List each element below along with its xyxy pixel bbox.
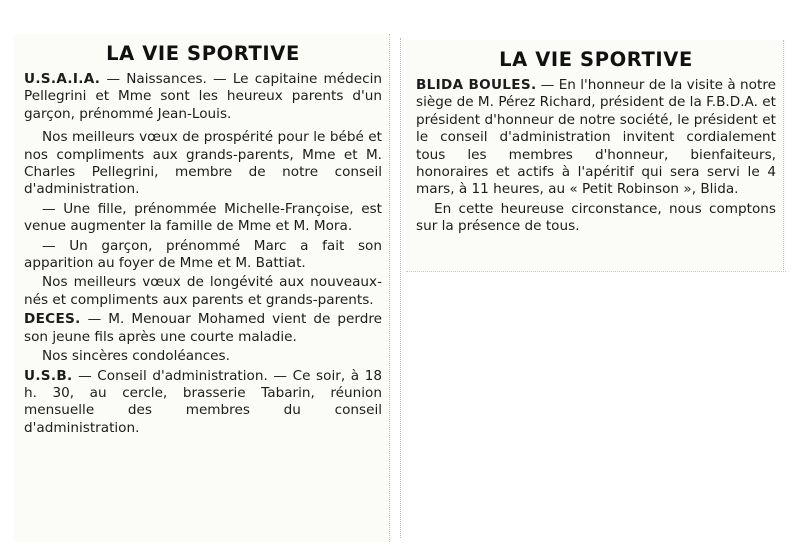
left-lead-6: DECES. bbox=[24, 311, 81, 328]
left-paragraph-5 bbox=[24, 274, 382, 309]
left-text-3: — Une fille, prénommée Michelle-Françoise, est venue augmenter la famille de Mme et M. Mora. bbox=[24, 200, 382, 235]
right-text-1: — En l'honneur de la visite à notre siège de M. Pérez Richard, président de la F.B.D.A. et président d'honneur de notre société, le président et le conseil d'administration invitent cordialement tous les membres d'honneur, bienfaiteurs, honoraires et actifs à l'apéritif qui sera servi le 4 mars, à 11 heures, au « Petit Robinson », Blida. bbox=[416, 77, 776, 198]
left-lead-8: U.S.B. bbox=[24, 367, 73, 384]
left-paragraph-8 bbox=[24, 368, 382, 438]
left-paragraph-2 bbox=[24, 129, 382, 199]
left-paragraph-4 bbox=[24, 238, 382, 273]
left-text-4: — Un garçon, prénommé Marc a fait son apparition au foyer de Mme et M. Battiat. bbox=[24, 237, 382, 272]
left-column bbox=[14, 71, 392, 437]
right-heading: LA VIE SPORTIVE bbox=[499, 48, 693, 71]
left-paragraph-6 bbox=[24, 311, 382, 346]
right-clipping bbox=[406, 40, 786, 272]
left-lead-1: U.S.A.I.A. bbox=[24, 71, 101, 87]
right-lead-1: BLIDA BOULES. bbox=[416, 77, 537, 93]
left-clipping bbox=[14, 34, 392, 542]
left-text-8: — Conseil d'administration. — Ce soir, à 18 h. 30, au cercle, brasserie Tabarin, réunion mensuelle des membres du conseil d'administration. bbox=[24, 367, 382, 436]
right-clipping-bottom-edge bbox=[406, 270, 786, 272]
left-paragraph-7 bbox=[24, 348, 382, 365]
left-clipping-edge bbox=[387, 34, 390, 542]
left-text-7: Nos sincères condoléances. bbox=[42, 348, 230, 365]
left-text-5: Nos meilleurs vœux de longévité aux nouveaux-nés et compliments aux parents et grands-parents. bbox=[24, 274, 382, 308]
right-paragraph-1 bbox=[416, 77, 776, 199]
left-paragraph-1 bbox=[24, 71, 382, 123]
left-text-2: Nos meilleurs vœux de prospérité pour le bébé et nos compliments aux grands-parents, Mme et M. Charles Pellegrini, membre de notre conseil d'administration. bbox=[24, 129, 382, 198]
column-divider bbox=[400, 38, 401, 538]
right-text-2: En cette heureuse circonstance, nous comptons sur la présence de tous. bbox=[416, 200, 776, 235]
right-paragraph-2 bbox=[416, 201, 776, 236]
left-paragraph-3 bbox=[24, 201, 382, 236]
left-text-1: — Naissances. — Le capitaine médecin Pellegrini et Mme sont les heureux parents d'un garçon, prénommé Jean-Louis. bbox=[24, 71, 382, 122]
right-column bbox=[406, 77, 786, 236]
right-clipping-edge bbox=[781, 40, 784, 272]
left-heading: LA VIE SPORTIVE bbox=[106, 42, 300, 65]
left-text-6: — M. Menouar Mohamed vient de perdre son jeune fils après une courte maladie. bbox=[24, 311, 382, 345]
